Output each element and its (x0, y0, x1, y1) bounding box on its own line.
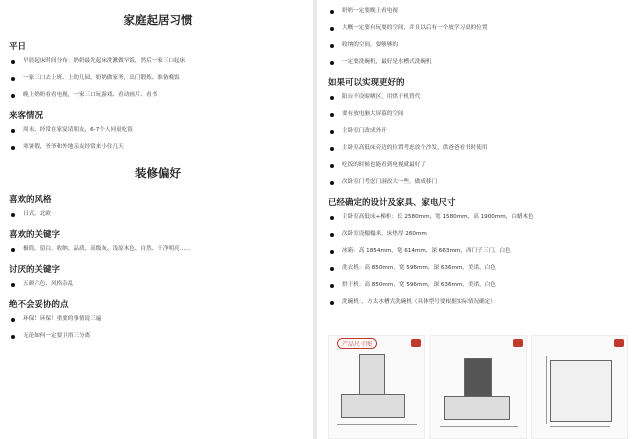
bullet-icon (11, 129, 15, 133)
dislike-list (9, 281, 307, 288)
bullet-icon (330, 27, 334, 31)
bullet-icon (330, 44, 334, 48)
bullet-icon (330, 233, 334, 237)
dimension-line (337, 424, 417, 425)
list-item: 大概一定要有玩耍的空间，并且以后有一个放学习桌的位置 (328, 25, 634, 32)
dimension-line (550, 426, 610, 427)
brand-badge-icon (411, 339, 421, 347)
list-item: 主卧室高低床+梯柜：长 2580mm，宽 1580mm，高 1900mm，白蜡木色 (328, 214, 634, 221)
bullet-icon (11, 146, 15, 150)
requirements-list (328, 8, 634, 66)
diagram-label: 产品尺寸图 (337, 338, 377, 349)
product-diagram-row (328, 335, 628, 439)
section-title-weekday: 平日 (9, 42, 27, 52)
bullet-icon (330, 181, 334, 185)
list-item: 次卧室设榻榻米，床垫厚 260mm (328, 231, 634, 238)
bullet-icon (11, 248, 15, 252)
decided-list (328, 214, 634, 306)
list-item: 早晨起床时间分布：奶奶最先起床洗漱做早饭，然后一家三口起床 (9, 58, 307, 65)
style-list (9, 211, 307, 218)
bullet-icon (11, 283, 15, 287)
list-item: 烘干机：高 850mm，宽 596mm，深 636mm，美诺，白色 (328, 282, 634, 289)
list-item: 次卧室门考虑门洞改大一些，做成移门 (328, 179, 634, 186)
list-item: 一定要洗碗机，最好是水槽式洗碗机 (328, 59, 634, 66)
list-item: 一家三口去上班、上幼儿园，奶奶做家务，出门锻炼、准备晚饭 (9, 75, 307, 82)
bullet-icon (11, 213, 15, 217)
list-item: 奶奶一定要晚上看电视 (328, 8, 634, 15)
list-item: 吃饭的时候也能看到电视就最好了 (328, 162, 634, 169)
brand-badge-icon (513, 339, 523, 347)
section-title-better: 如果可以实现更好的 (328, 78, 405, 88)
bullet-icon (11, 335, 15, 339)
list-item: 晚上奶奶看看电视，一家三口玩游戏、看动画片、看书 (9, 92, 307, 99)
section-title-keywords: 喜欢的关键字 (9, 230, 61, 240)
list-item: 寒暑假，爷爷和外地亲友经常来小住几天 (9, 144, 307, 151)
section-title-dislike: 讨厌的关键字 (9, 265, 61, 275)
list-item: 无论如何一定要卫浴三分离 (9, 333, 307, 340)
keywords-list (9, 246, 307, 253)
bullet-icon (330, 284, 334, 288)
bullet-icon (330, 96, 334, 100)
section-title-decided: 已经确定的设计及家具、家电尺寸 (328, 198, 456, 208)
list-item: 日式、北欧 (9, 211, 307, 218)
list-item: 阳台不设晾晒区，用烘干机替代 (328, 94, 634, 101)
section-title-guests: 来客情况 (9, 111, 44, 121)
product-dimension-diagram-1 (328, 335, 425, 439)
list-item: 周末，经常在家宴请朋友，6-7个人同桌吃饭 (9, 127, 307, 134)
list-item: 收纳的空间，要够够的 (328, 42, 634, 49)
list-item: 洗碗机：，方太水槽式洗碗机（具体型号要根据实际情况确定） (328, 299, 634, 306)
bullet-icon (330, 250, 334, 254)
list-item: 极简、留白、收纳、品质、高级灰、浅原木色、自然、干净明亮…… (9, 246, 307, 253)
section-title-must: 绝不会妥协的点 (9, 300, 69, 310)
bullet-icon (11, 60, 15, 64)
guests-list (9, 127, 307, 151)
document-page-left (0, 0, 313, 439)
product-dimension-diagram-2 (429, 335, 526, 439)
doc-title-decor: 装修偏好 (135, 166, 181, 180)
product-dimension-diagram-3 (531, 335, 628, 439)
bullet-icon (11, 94, 15, 98)
document-page-right (317, 0, 640, 439)
dimension-line (440, 426, 518, 427)
sink-shape (444, 396, 510, 420)
bullet-icon (11, 77, 15, 81)
section-title-style: 喜欢的风格 (9, 195, 52, 205)
list-item: 洗衣机：高 850mm，宽 596mm，深 636mm，美诺，白色 (328, 265, 634, 272)
bullet-icon (330, 301, 334, 305)
list-item: 要有放电脑大屏幕的空间 (328, 111, 634, 118)
list-item: 环保！环保！重要的事情说三遍 (9, 316, 307, 323)
dimension-drawing-shape (550, 360, 612, 422)
better-list (328, 94, 634, 186)
bullet-icon (330, 10, 334, 14)
sink-shape (341, 394, 405, 418)
dimension-line (546, 356, 547, 424)
must-list (9, 316, 307, 340)
weekday-list (9, 58, 307, 99)
list-item: 五颜六色、风格杂乱 (9, 281, 307, 288)
bullet-icon (330, 113, 334, 117)
brand-badge-icon (614, 339, 624, 347)
bullet-icon (330, 267, 334, 271)
doc-title-habits: 家庭起居习惯 (123, 13, 193, 27)
list-item: 冰箱：高 1854mm，宽 614mm，深 663mm，西门子三门，白色 (328, 248, 634, 255)
bullet-icon (330, 164, 334, 168)
bullet-icon (330, 130, 334, 134)
bullet-icon (330, 147, 334, 151)
bullet-icon (330, 61, 334, 65)
list-item: 主卧室高低床旁边的位置考虑放个沙发，供爸爸看书时使用 (328, 145, 634, 152)
list-item: 主卧室门改成外开 (328, 128, 634, 135)
bullet-icon (11, 318, 15, 322)
bullet-icon (330, 216, 334, 220)
